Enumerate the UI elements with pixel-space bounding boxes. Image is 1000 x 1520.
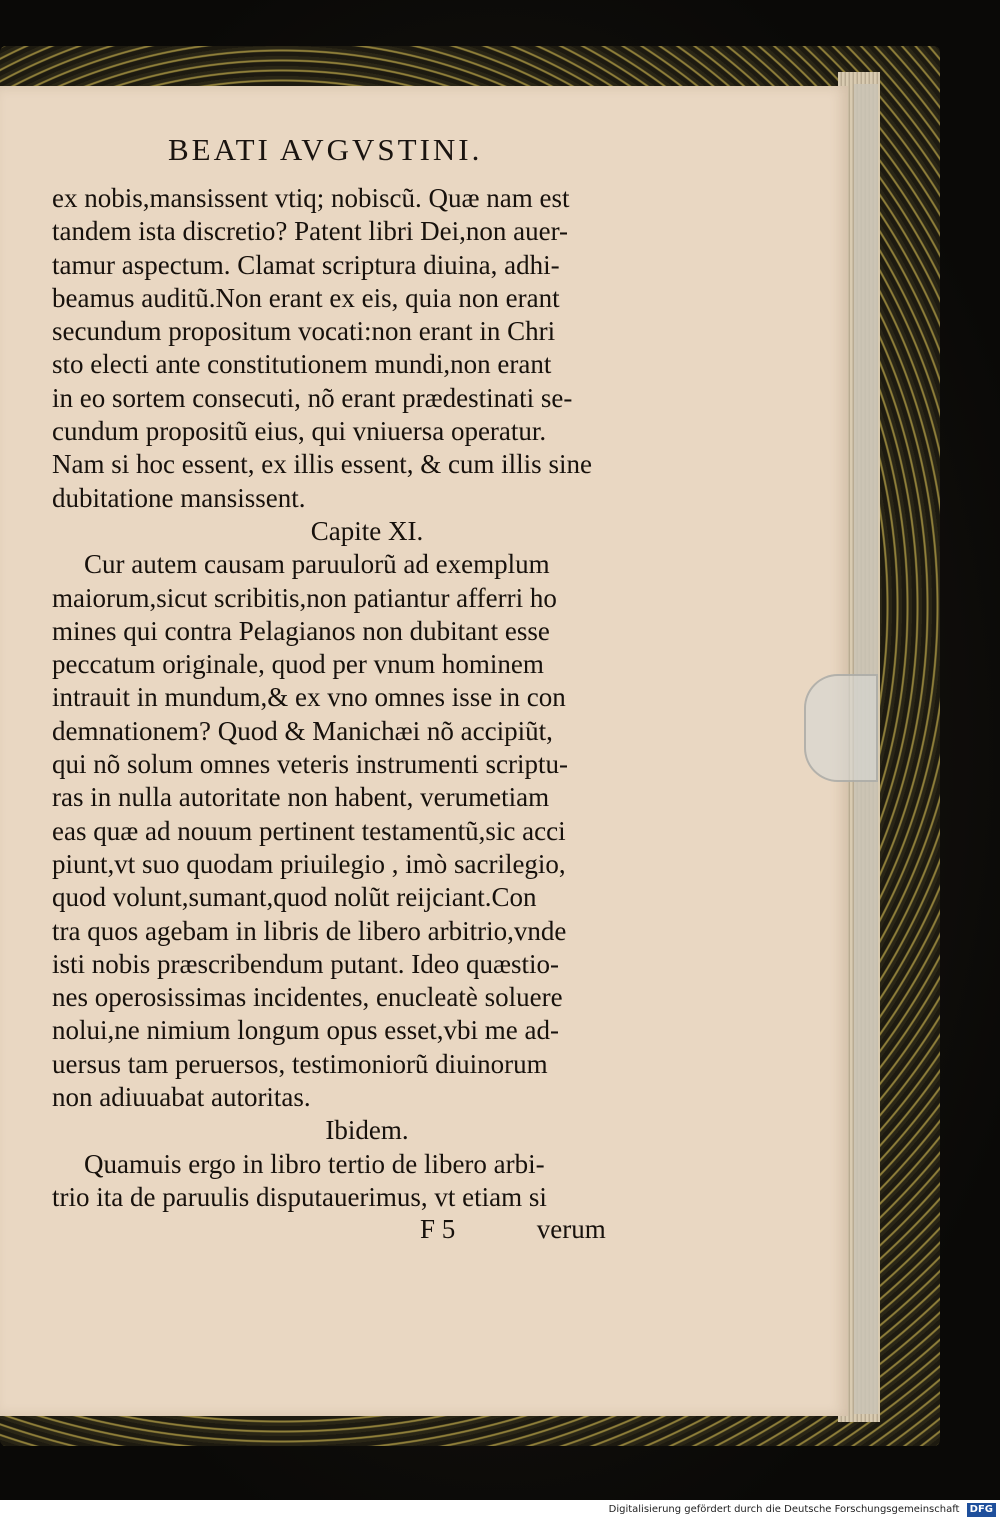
page-text (52, 182, 642, 1214)
text-line: maiorum,sicut scribitis,non patiantur afferri ho (52, 582, 557, 613)
text-line: dubitatione mansissent. (52, 482, 306, 513)
text-line: nes operosissimas incidentes, enucleatè soluere (52, 982, 563, 1013)
text-line: quod volunt,sumant,quod nolũt reijciant.Con (52, 882, 537, 913)
text-line: mines qui contra Pelagianos non dubitant esse (52, 615, 550, 646)
page-foot (420, 1214, 640, 1245)
text-line: Cur autem causam paruulorũ ad exemplum (84, 549, 550, 580)
digitization-footer (0, 1500, 1000, 1520)
text-line: demnationem? Quod & Manichæi nõ accipiũt, (52, 715, 553, 746)
text-line: ras in nulla autoritate non habent, verumetiam (52, 782, 550, 813)
page-clip (804, 674, 878, 782)
text-line: Quamuis ergo in libro tertio de libero arbi- (84, 1148, 545, 1179)
text-line: nolui,ne nimium longum opus esset,vbi me ad- (52, 1015, 559, 1046)
text-line: in eo sortem consecuti, nõ erant prædestinati se- (52, 382, 573, 413)
text-line: qui nõ solum omnes veteris instrumenti scriptu- (52, 749, 568, 780)
text-line: piunt,vt suo quodam priuilegio , imò sacrilegio, (52, 848, 566, 879)
section-heading: Ibidem. (325, 1115, 409, 1146)
text-line: tandem ista discretio? Patent libri Dei,non auer- (52, 216, 569, 247)
text-line: uersus tam peruersos, testimoniorũ diuinorum (52, 1048, 548, 1079)
text-line: secundum propositum vocati:non erant in Chri (52, 316, 556, 347)
text-line: tamur aspectum. Clamat scriptura diuina, adhi- (52, 249, 560, 280)
text-line: ex nobis,mansissent vtiq; nobiscũ. Quæ nam est (52, 183, 570, 213)
running-title: BEATI AVGVSTINI. (168, 132, 483, 167)
text-line: isti nobis præscribendum putant. Ideo quæstio- (52, 948, 559, 979)
footer-credit: Digitalisierung gefördert durch die Deutsche Forschungsgemeinschaft (608, 1504, 960, 1515)
chapter-heading: Capite XI. (310, 515, 424, 546)
text-line: intrauit in mundum,& ex vno omnes isse in con (52, 682, 566, 713)
text-line: non adiuuabat autoritas. (52, 1082, 311, 1113)
text-line: tra quos agebam in libris de libero arbitrio,vnde (52, 915, 567, 946)
signature-mark: F 5 (420, 1214, 456, 1244)
text-line: beamus auditũ.Non erant ex eis, quia non erant (52, 282, 560, 313)
text-line: Nam si hoc essent, ex illis essent, & cum illis sine (52, 449, 592, 480)
text-line: peccatum originale, quod per vnum hominem (52, 649, 544, 680)
text-line: cundum propositũ eius, qui vniuersa operatur. (52, 416, 547, 447)
text-line: eas quæ ad nouum pertinent testamentũ,sic acci (52, 815, 566, 846)
text-line: trio ita de paruulis disputauerimus, vt etiam si (52, 1181, 547, 1212)
dfg-logo[interactable]: DFG (967, 1503, 996, 1517)
catchword: verum (536, 1214, 606, 1244)
text-line: sto electi ante constitutionem mundi,non erant (52, 349, 552, 380)
